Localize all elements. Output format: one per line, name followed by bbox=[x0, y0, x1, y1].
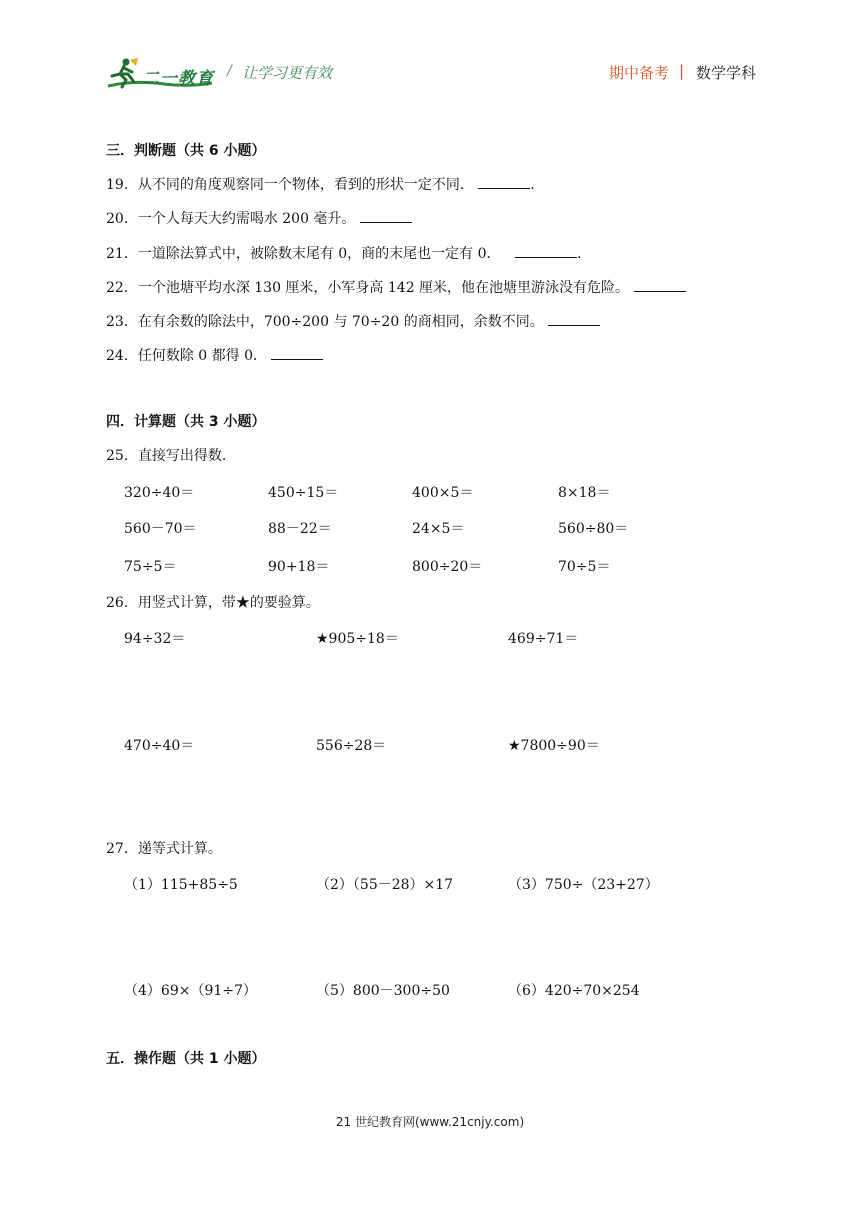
vertical-calc-item: 556÷28＝ bbox=[316, 738, 387, 754]
section-title-operation: 五．操作题（共 1 小题） bbox=[106, 1051, 266, 1067]
question-text: 19．从不同的角度观察同一个物体，看到的形状一定不同． bbox=[106, 177, 474, 193]
calc-item: 70÷5＝ bbox=[558, 559, 611, 575]
stepwise-calc-item: （3）750÷（23+27） bbox=[508, 877, 659, 893]
answer-blank[interactable] bbox=[478, 174, 530, 189]
section-title-judgment: 三．判断题（共 6 小题） bbox=[106, 143, 266, 159]
question-text: 23．在有余数的除法中，700÷200 与 70÷20 的商相同，余数不同。 bbox=[106, 314, 544, 330]
calc-item: 400×5＝ bbox=[412, 485, 474, 501]
stepwise-calc-item: （2）（55－28）×17 bbox=[316, 877, 454, 893]
vertical-calc-item: 94÷32＝ bbox=[124, 631, 186, 647]
calc-item: 90+18＝ bbox=[268, 559, 330, 575]
question-25: 25．直接写出得数. bbox=[106, 448, 227, 464]
answer-blank[interactable] bbox=[634, 277, 686, 292]
stepwise-calc-item: （6）420÷70×254 bbox=[508, 983, 640, 999]
question-23 bbox=[106, 311, 600, 331]
stepwise-calc-item: （1）115+85÷5 bbox=[124, 877, 238, 893]
calc-item: 88－22＝ bbox=[268, 521, 332, 537]
answer-blank[interactable] bbox=[515, 243, 577, 258]
question-27: 27．递等式计算。 bbox=[106, 841, 222, 857]
calc-item: 8×18＝ bbox=[558, 485, 611, 501]
header-tag: 期中备考 bbox=[609, 64, 670, 82]
question-end: . bbox=[530, 177, 535, 193]
answer-blank[interactable] bbox=[548, 311, 600, 326]
calc-item: 24×5＝ bbox=[412, 521, 465, 537]
header-slogan: 让学习更有效 bbox=[242, 64, 333, 82]
stepwise-calc-item: （4）69×（91÷7） bbox=[124, 983, 257, 999]
calc-item: 560－70＝ bbox=[124, 521, 197, 537]
vertical-calc-item: ★905÷18＝ bbox=[316, 631, 399, 647]
header-subject: 数学学科 bbox=[696, 64, 757, 82]
vertical-calc-item: 470÷40＝ bbox=[124, 738, 195, 754]
question-text: 20．一个人每天大约需喝水 200 毫升。 bbox=[106, 211, 356, 227]
question-text: 22．一个池塘平均水深 130 厘米，小军身高 142 厘米，他在池塘里游泳没有危险。 bbox=[106, 280, 630, 296]
logo-text: 二一教育 bbox=[142, 69, 214, 89]
vertical-calc-item: 469÷71＝ bbox=[508, 631, 579, 647]
question-20 bbox=[106, 208, 412, 228]
question-text: 21．一道除法算式中，被除数末尾有 0，商的末尾也一定有 0． bbox=[106, 246, 501, 262]
header-slash: / bbox=[227, 63, 232, 79]
question-19 bbox=[106, 174, 535, 194]
answer-blank[interactable] bbox=[360, 208, 412, 223]
calc-item: 320÷40＝ bbox=[124, 485, 195, 501]
question-text: 24．任何数除 0 都得 0． bbox=[106, 348, 267, 364]
calc-item: 450÷15＝ bbox=[268, 485, 339, 501]
question-21 bbox=[106, 243, 581, 263]
calc-item: 560÷80＝ bbox=[558, 521, 629, 537]
question-end: . bbox=[576, 246, 582, 262]
page-footer: 21 世纪教育网(www.21cnjy.com) bbox=[335, 1115, 525, 1129]
question-22 bbox=[106, 277, 686, 297]
vertical-calc-item: ★7800÷90＝ bbox=[508, 738, 600, 754]
question-26: 26．用竖式计算，带★的要验算。 bbox=[106, 595, 320, 611]
calc-item: 75÷5＝ bbox=[124, 559, 177, 575]
answer-blank[interactable] bbox=[271, 345, 323, 360]
stepwise-calc-item: （5）800－300÷50 bbox=[316, 983, 450, 999]
calc-item: 800÷20＝ bbox=[412, 559, 483, 575]
question-24 bbox=[106, 345, 323, 365]
section-title-calculation: 四．计算题（共 3 小题） bbox=[106, 414, 266, 430]
header-separator: | bbox=[679, 62, 685, 80]
